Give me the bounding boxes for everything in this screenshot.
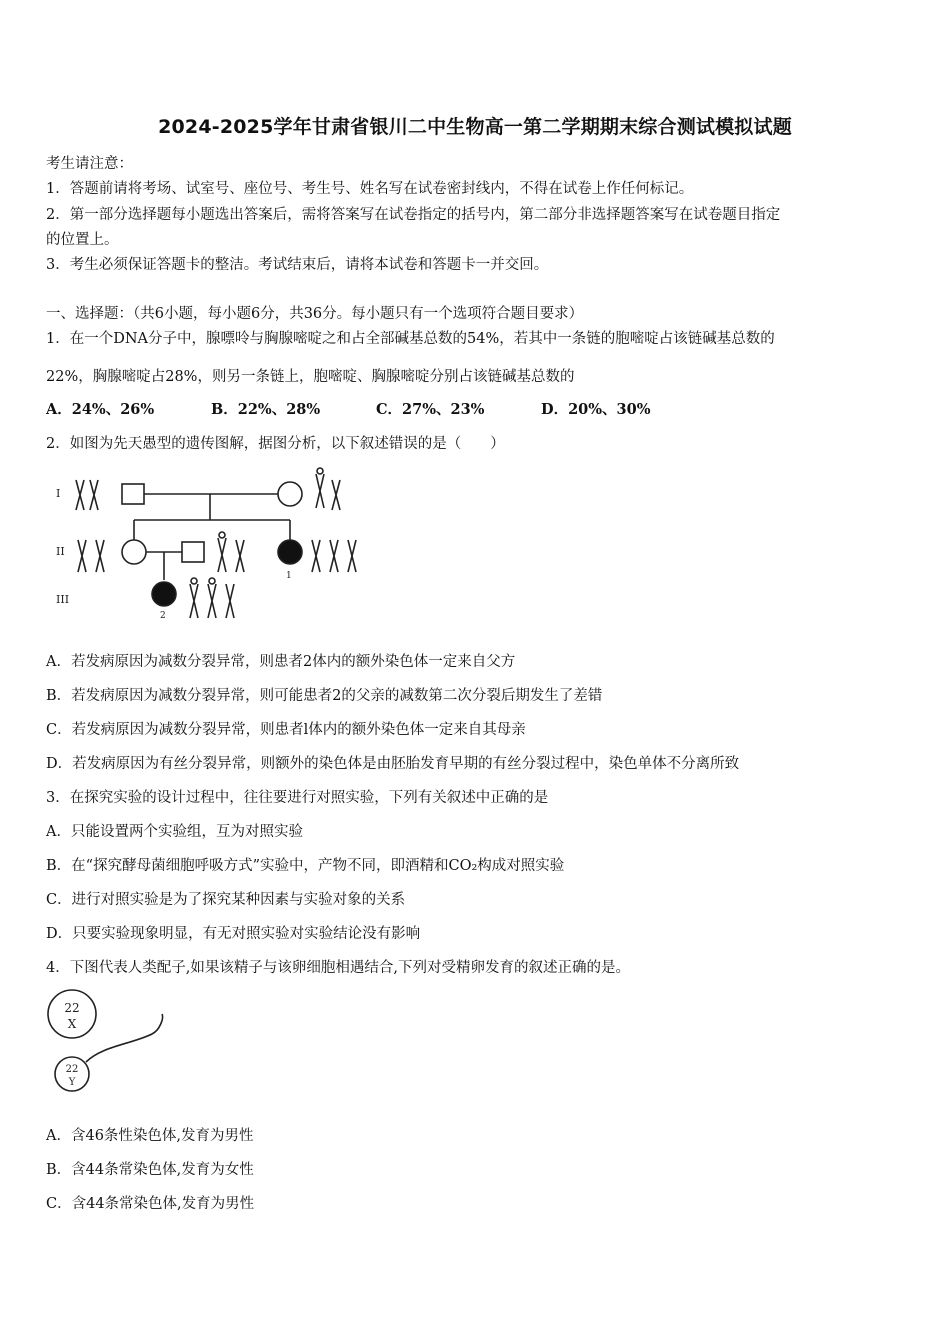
- option-d[interactable]: D．20%、30%: [541, 401, 651, 418]
- generation-label-iii: III: [56, 593, 70, 606]
- female-affected-icon: [152, 582, 176, 606]
- question-3-option-d[interactable]: D．只要实验现象明显，有无对照实验对实验结论没有影响: [46, 926, 421, 942]
- notice-heading: 考生请注意：: [46, 156, 133, 172]
- question-2-option-d[interactable]: D．若发病原因为有丝分裂异常，则额外的染色体是由胚胎发育早期的有丝分裂过程中，染色单体不分离所致: [46, 756, 740, 772]
- section-heading: 一、选择题：（共6小题，每小题6分，共36分。每小题只有一个选项符合题目要求）: [46, 306, 584, 322]
- generation-label-ii: II: [56, 545, 65, 558]
- chromosome-trio-icon: [316, 468, 340, 510]
- chromosome-trio-icon: [190, 578, 234, 618]
- question-1-stem-cont: 22%，胸腺嘧啶占28%，则另一条链上，胞嘧啶、胸腺嘧啶分别占该链碱基总数的: [46, 369, 575, 385]
- individual-label-2: 2: [160, 611, 166, 621]
- pedigree-figure: [50, 462, 390, 622]
- question-1-stem: 1．在一个DNA分子中，腺嘌呤与胸腺嘧啶之和占全部碱基总数的54%，若其中一条链的胞嘧啶占该链碱基总数的: [46, 331, 775, 347]
- question-4-stem: 4．下图代表人类配子,如果该精子与该卵细胞相遇结合,下列对受精卵发育的叙述正确的是。: [46, 960, 630, 976]
- question-3-stem: 3．在探究实验的设计过程中，往往要进行对照实验，下列有关叙述中正确的是: [46, 790, 549, 806]
- sperm-label-sex-chromosome: Y: [68, 1077, 76, 1088]
- chromosome-trio-icon: [312, 540, 356, 572]
- female-affected-icon: [278, 540, 302, 564]
- option-c[interactable]: C．27%、23%: [376, 401, 485, 418]
- female-unaffected-icon: [278, 482, 302, 506]
- egg-label-autosomes: 22: [64, 1001, 80, 1015]
- question-2-option-c[interactable]: C．若发病原因为减数分裂异常，则患者l体内的额外染色体一定来自其母亲: [46, 722, 526, 738]
- notice-item: 1．答题前请将考场、试室号、座位号、考生号、姓名写在试卷密封线内，不得在试卷上作任何标记。: [46, 181, 694, 197]
- question-3-option-c[interactable]: C．进行对照实验是为了探究某种因素与实验对象的关系: [46, 892, 406, 908]
- generation-label-i: I: [56, 487, 61, 500]
- notice-item: 3．考生必须保证答题卡的整洁。考试结束后，请将本试卷和答题卡一并交回。: [46, 257, 549, 273]
- question-4-option-b[interactable]: B．含44条常染色体,发育为女性: [46, 1162, 254, 1178]
- chromosome-pair-icon: [78, 540, 104, 572]
- question-4-option-c[interactable]: C．含44条常染色体,发育为男性: [46, 1196, 255, 1212]
- question-2-option-a[interactable]: A．若发病原因为减数分裂异常，则患者2体内的额外染色体一定来自父方: [46, 654, 516, 670]
- notice-item: 的位置上。: [46, 232, 119, 248]
- male-unaffected-icon: [182, 542, 204, 562]
- female-unaffected-icon: [122, 540, 146, 564]
- male-unaffected-icon: [122, 484, 144, 504]
- question-2-stem: 2．如图为先天愚型的遗传图解，据图分析，以下叙述错误的是（ ）: [46, 436, 505, 452]
- question-3-option-a[interactable]: A．只能设置两个实验组，互为对照实验: [46, 824, 303, 840]
- gamete-figure: [42, 988, 172, 1098]
- notice-item: 2．第一部分选择题每小题选出答案后，需将答案写在试卷指定的括号内，第二部分非选择题答案写在试卷题目指定: [46, 207, 781, 223]
- individual-label-1: 1: [286, 571, 292, 581]
- egg-label-sex-chromosome: X: [67, 1017, 77, 1031]
- question-3-option-b[interactable]: B．在“探究酵母菌细胞呼吸方式”实验中，产物不同，即酒精和CO₂构成对照实验: [46, 858, 565, 874]
- question-4-option-a[interactable]: A．含46条性染色体,发育为男性: [46, 1128, 254, 1144]
- option-b[interactable]: B．22%、28%: [211, 401, 321, 418]
- question-1-options: [46, 398, 706, 419]
- chromosome-pair-icon: [76, 480, 98, 510]
- question-2-option-b[interactable]: B．若发病原因为减数分裂异常，则可能患者2的父亲的减数第二次分裂后期发生了差错: [46, 688, 603, 704]
- sperm-label-autosomes: 22: [65, 1064, 79, 1075]
- option-a[interactable]: A．24%、26%: [46, 401, 155, 418]
- page-title: 2024-2025学年甘肃省银川二中生物高一第二学期期末综合测试模拟试题: [158, 116, 792, 138]
- chromosome-trio-icon: [218, 532, 244, 572]
